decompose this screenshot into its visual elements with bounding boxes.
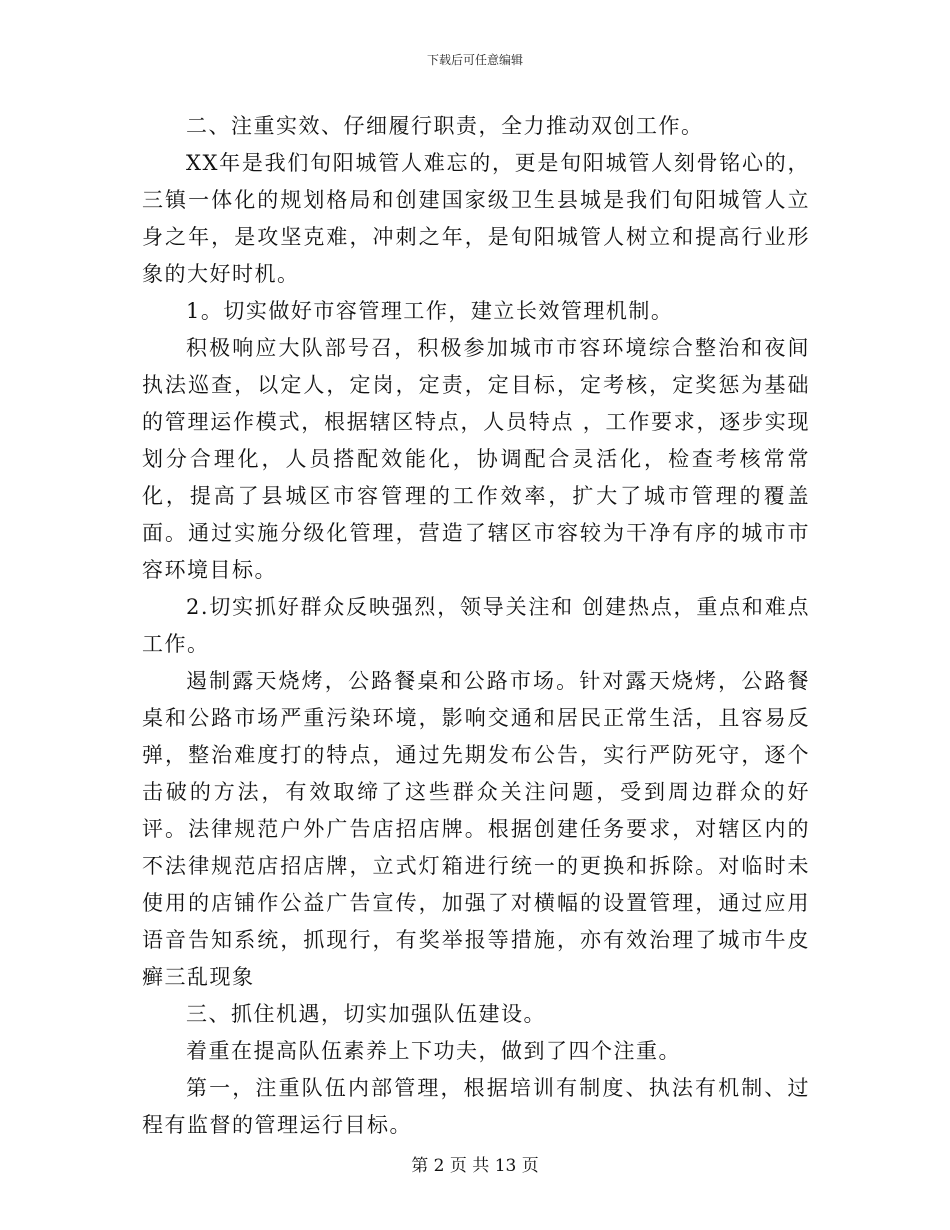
paragraph-subheading-1: 1。切实做好市容管理工作，建立长效管理机制。 [186, 299, 674, 323]
paragraph-body-2: 遏制露天烧烤，公路餐桌和公路市场。针对露天烧烤，公路餐桌和公路市场严重污染环境，影响交通和居民正常生活，且容易反弹，整治难度打的特点，通过先期发布公告，实行严防死守，逐个击破的方法，有效取缔了这些群众关注问题，受到周边群众的好评。法律规范户外广告店招店牌。根据创建任务要求，对辖区内的不法律规范店招店牌，立式灯箱进行统一的更换和拆除。对临时未使用的店铺作公益广告宣传，加强了对横幅的设置管理，通过应用语音告知系统，抓现行，有奖举报等措施，亦有效治理了城市牛皮癣三乱现象 [142, 669, 810, 989]
paragraph-heading-2: 二、注重实效、仔细履行职责，全力推动双创工作。 [186, 114, 704, 138]
page-header: 下载后可任意编辑 [426, 53, 523, 67]
document-body [142, 108, 810, 1144]
paragraph-body-1: 积极响应大队部号召，积极参加城市市容环境综合整治和夜间执法巡查，以定人，定岗，定责，定目标，定考核，定奖惩为基础的管理运作模式，根据辖区特点，人员特点 ，工作要求，逐步实现划分合理化，人员搭配效能化，协调配合灵活化，检查考核常常化，提高了县城区市容管理的工作效率，扩大了城市管理的覆盖面。通过实施分级化管理，营造了辖区市容较为干净有序的城市市容环境目标。 [142, 336, 810, 582]
paragraph-intro: XX年是我们旬阳城管人难忘的，更是旬阳城管人刻骨铭心的，三镇一体化的规划格局和创建国家级卫生县城是我们旬阳城管人立身之年，是攻坚克难，冲刺之年，是旬阳城管人树立和提高行业形象的大好时机。 [142, 151, 810, 286]
paragraph-body-4: 第一，注重队伍内部管理，根据培训有制度、执法有机制、过程有监督的管理运行目标。 [142, 1076, 810, 1137]
page-number: 第 2 页 共 13 页 [411, 1156, 539, 1176]
paragraph-body-3: 着重在提高队伍素养上下功夫，做到了四个注重。 [186, 1039, 681, 1063]
paragraph-heading-3: 三、抓住机遇，切实加强队伍建设。 [186, 1002, 546, 1026]
paragraph-subheading-2: 2.切实抓好群众反映强烈，领导关注和 创建热点，重点和难点工作。 [142, 595, 810, 656]
